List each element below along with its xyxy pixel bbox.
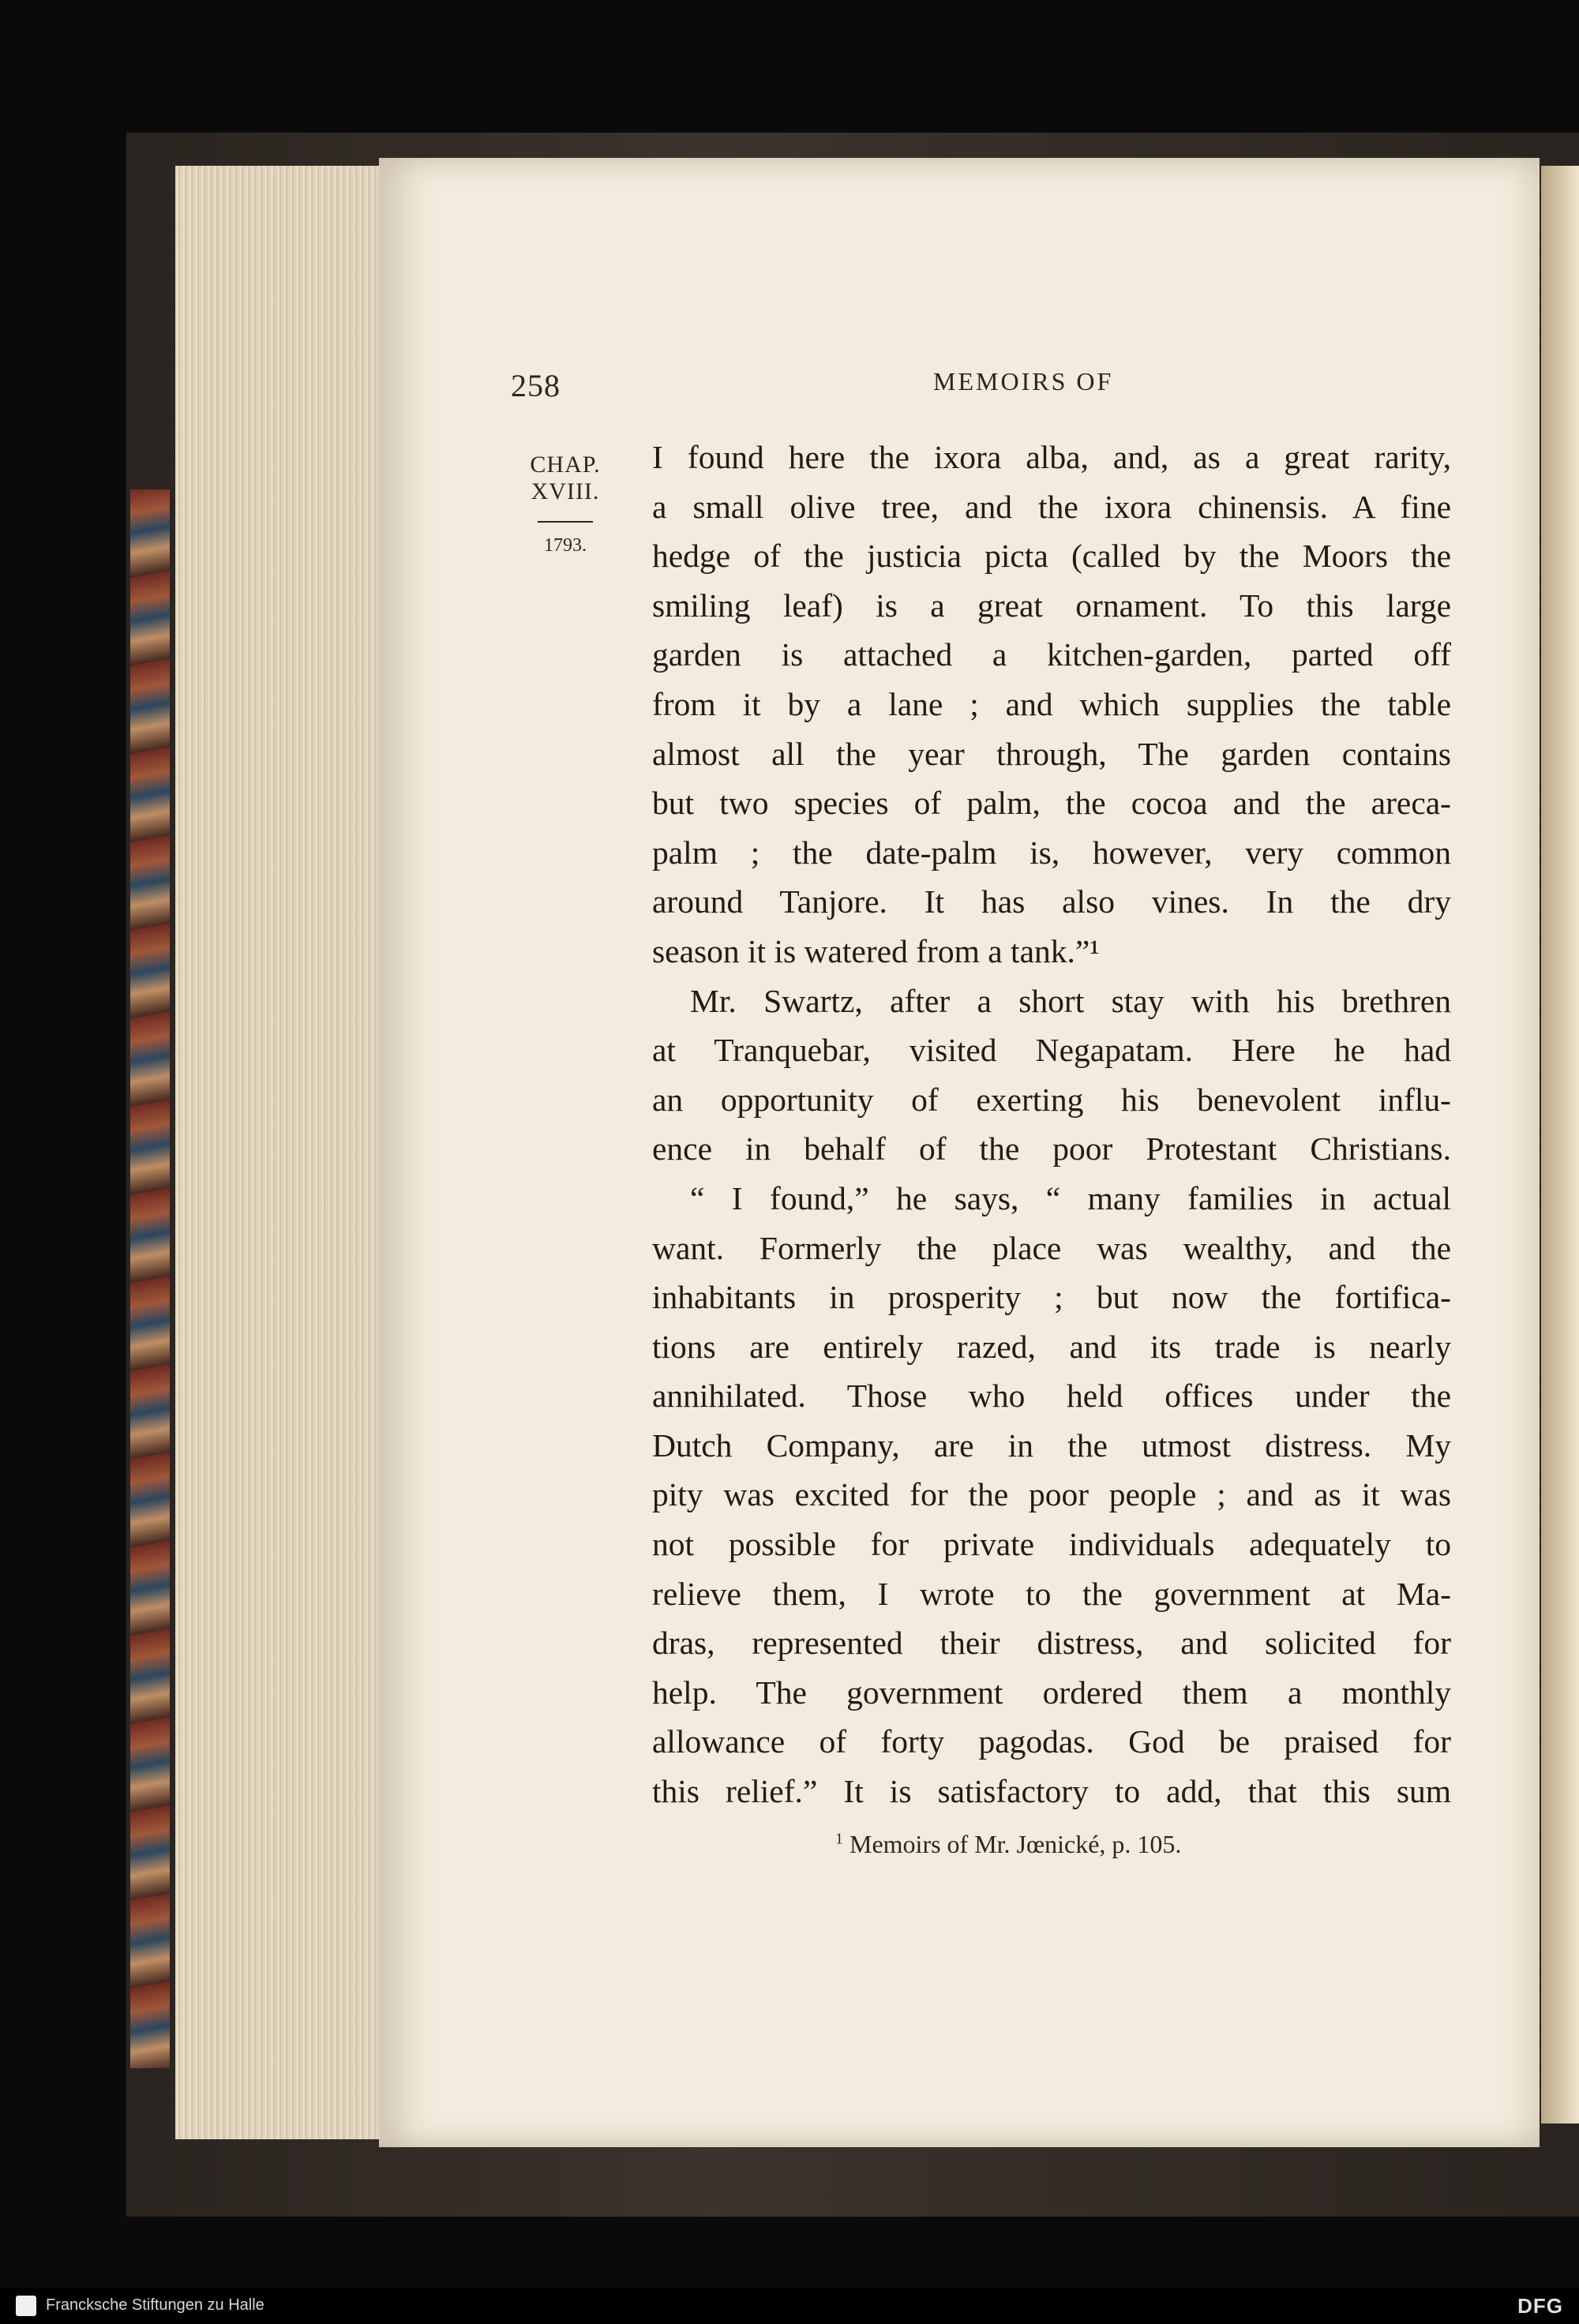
footnote-text: Memoirs of Mr. Jœnické, p. 105. bbox=[850, 1830, 1182, 1858]
text-line: smiling leaf) is a great ornament. To this large bbox=[652, 587, 1451, 624]
text-line: “ I found,” he says, “ many families in actual bbox=[690, 1179, 1451, 1216]
text-line: almost all the year through, The garden contains bbox=[652, 735, 1451, 772]
text-line: season it is watered from a tank.”¹ bbox=[652, 932, 1100, 969]
dfg-badge: DFG bbox=[1517, 2294, 1563, 2318]
text-line: tions are entirely razed, and its trade is nearly bbox=[652, 1328, 1451, 1365]
page-number: 258 bbox=[511, 368, 561, 403]
text-line: palm ; the date-palm is, however, very common bbox=[652, 834, 1451, 871]
text-line: from it by a lane ; and which supplies the table bbox=[652, 685, 1451, 722]
text-line: dras, represented their distress, and solicited for bbox=[652, 1625, 1451, 1662]
text-line: Dutch Company, are in the utmost distress. My bbox=[652, 1426, 1451, 1464]
text-line: Mr. Swartz, after a short stay with his brethren bbox=[690, 982, 1451, 1019]
marbled-edge bbox=[130, 489, 170, 2068]
institution-logo-icon bbox=[16, 2296, 36, 2316]
text-line: an opportunity of exerting his benevolent influ- bbox=[652, 1081, 1451, 1118]
text-line: allowance of forty pagodas. God be praised for bbox=[652, 1723, 1451, 1760]
margin-rule bbox=[538, 521, 593, 523]
text-line: help. The government ordered them a monthly bbox=[652, 1674, 1451, 1711]
margin-year: 1793. bbox=[544, 535, 587, 556]
text-line: I found here the ixora alba, and, as a great rarity, bbox=[652, 439, 1451, 475]
text-line: but two species of palm, the cocoa and the areca- bbox=[652, 785, 1451, 822]
text-line: around Tanjore. It has also vines. In the dry bbox=[652, 883, 1451, 920]
text-line: at Tranquebar, visited Negapatam. Here he had bbox=[652, 1032, 1451, 1069]
facing-page-edge bbox=[1541, 166, 1579, 2123]
text-line: pity was excited for the poor people ; and as it was bbox=[652, 1476, 1451, 1513]
body-text bbox=[652, 433, 1451, 1816]
footer-label[interactable]: Francksche Stiftungen zu Halle bbox=[46, 2296, 264, 2314]
text-line: relieve them, I wrote to the government at Ma- bbox=[652, 1575, 1451, 1612]
text-line: annihilated. Those who held offices under the bbox=[652, 1378, 1451, 1415]
chapter-number: XVIII. bbox=[531, 478, 600, 504]
running-title: MEMOIRS OF bbox=[933, 367, 1114, 395]
text-line: hedge of the justicia picta (called by the Moors the bbox=[652, 538, 1451, 575]
text-line: this relief.” It is satisfactory to add, that this sum bbox=[652, 1773, 1451, 1810]
margin-note bbox=[526, 452, 605, 557]
text-line: inhabitants in prosperity ; but now the fortifica- bbox=[652, 1279, 1451, 1316]
chapter-label: CHAP. bbox=[530, 452, 601, 478]
text-line: a small olive tree, and the ixora chinensis. A fine bbox=[652, 488, 1451, 525]
footnote bbox=[835, 1830, 1181, 1859]
text-line: want. Formerly the place was wealthy, and the bbox=[652, 1229, 1451, 1266]
page-edges bbox=[175, 166, 388, 2139]
footer-bar bbox=[0, 2288, 1579, 2324]
text-line: garden is attached a kitchen-garden, parted off bbox=[652, 636, 1451, 673]
text-line: not possible for private individuals adequately to bbox=[652, 1526, 1451, 1563]
text-line: ence in behalf of the poor Protestant Christians. bbox=[652, 1130, 1451, 1168]
footnote-marker: 1 bbox=[835, 1830, 843, 1848]
